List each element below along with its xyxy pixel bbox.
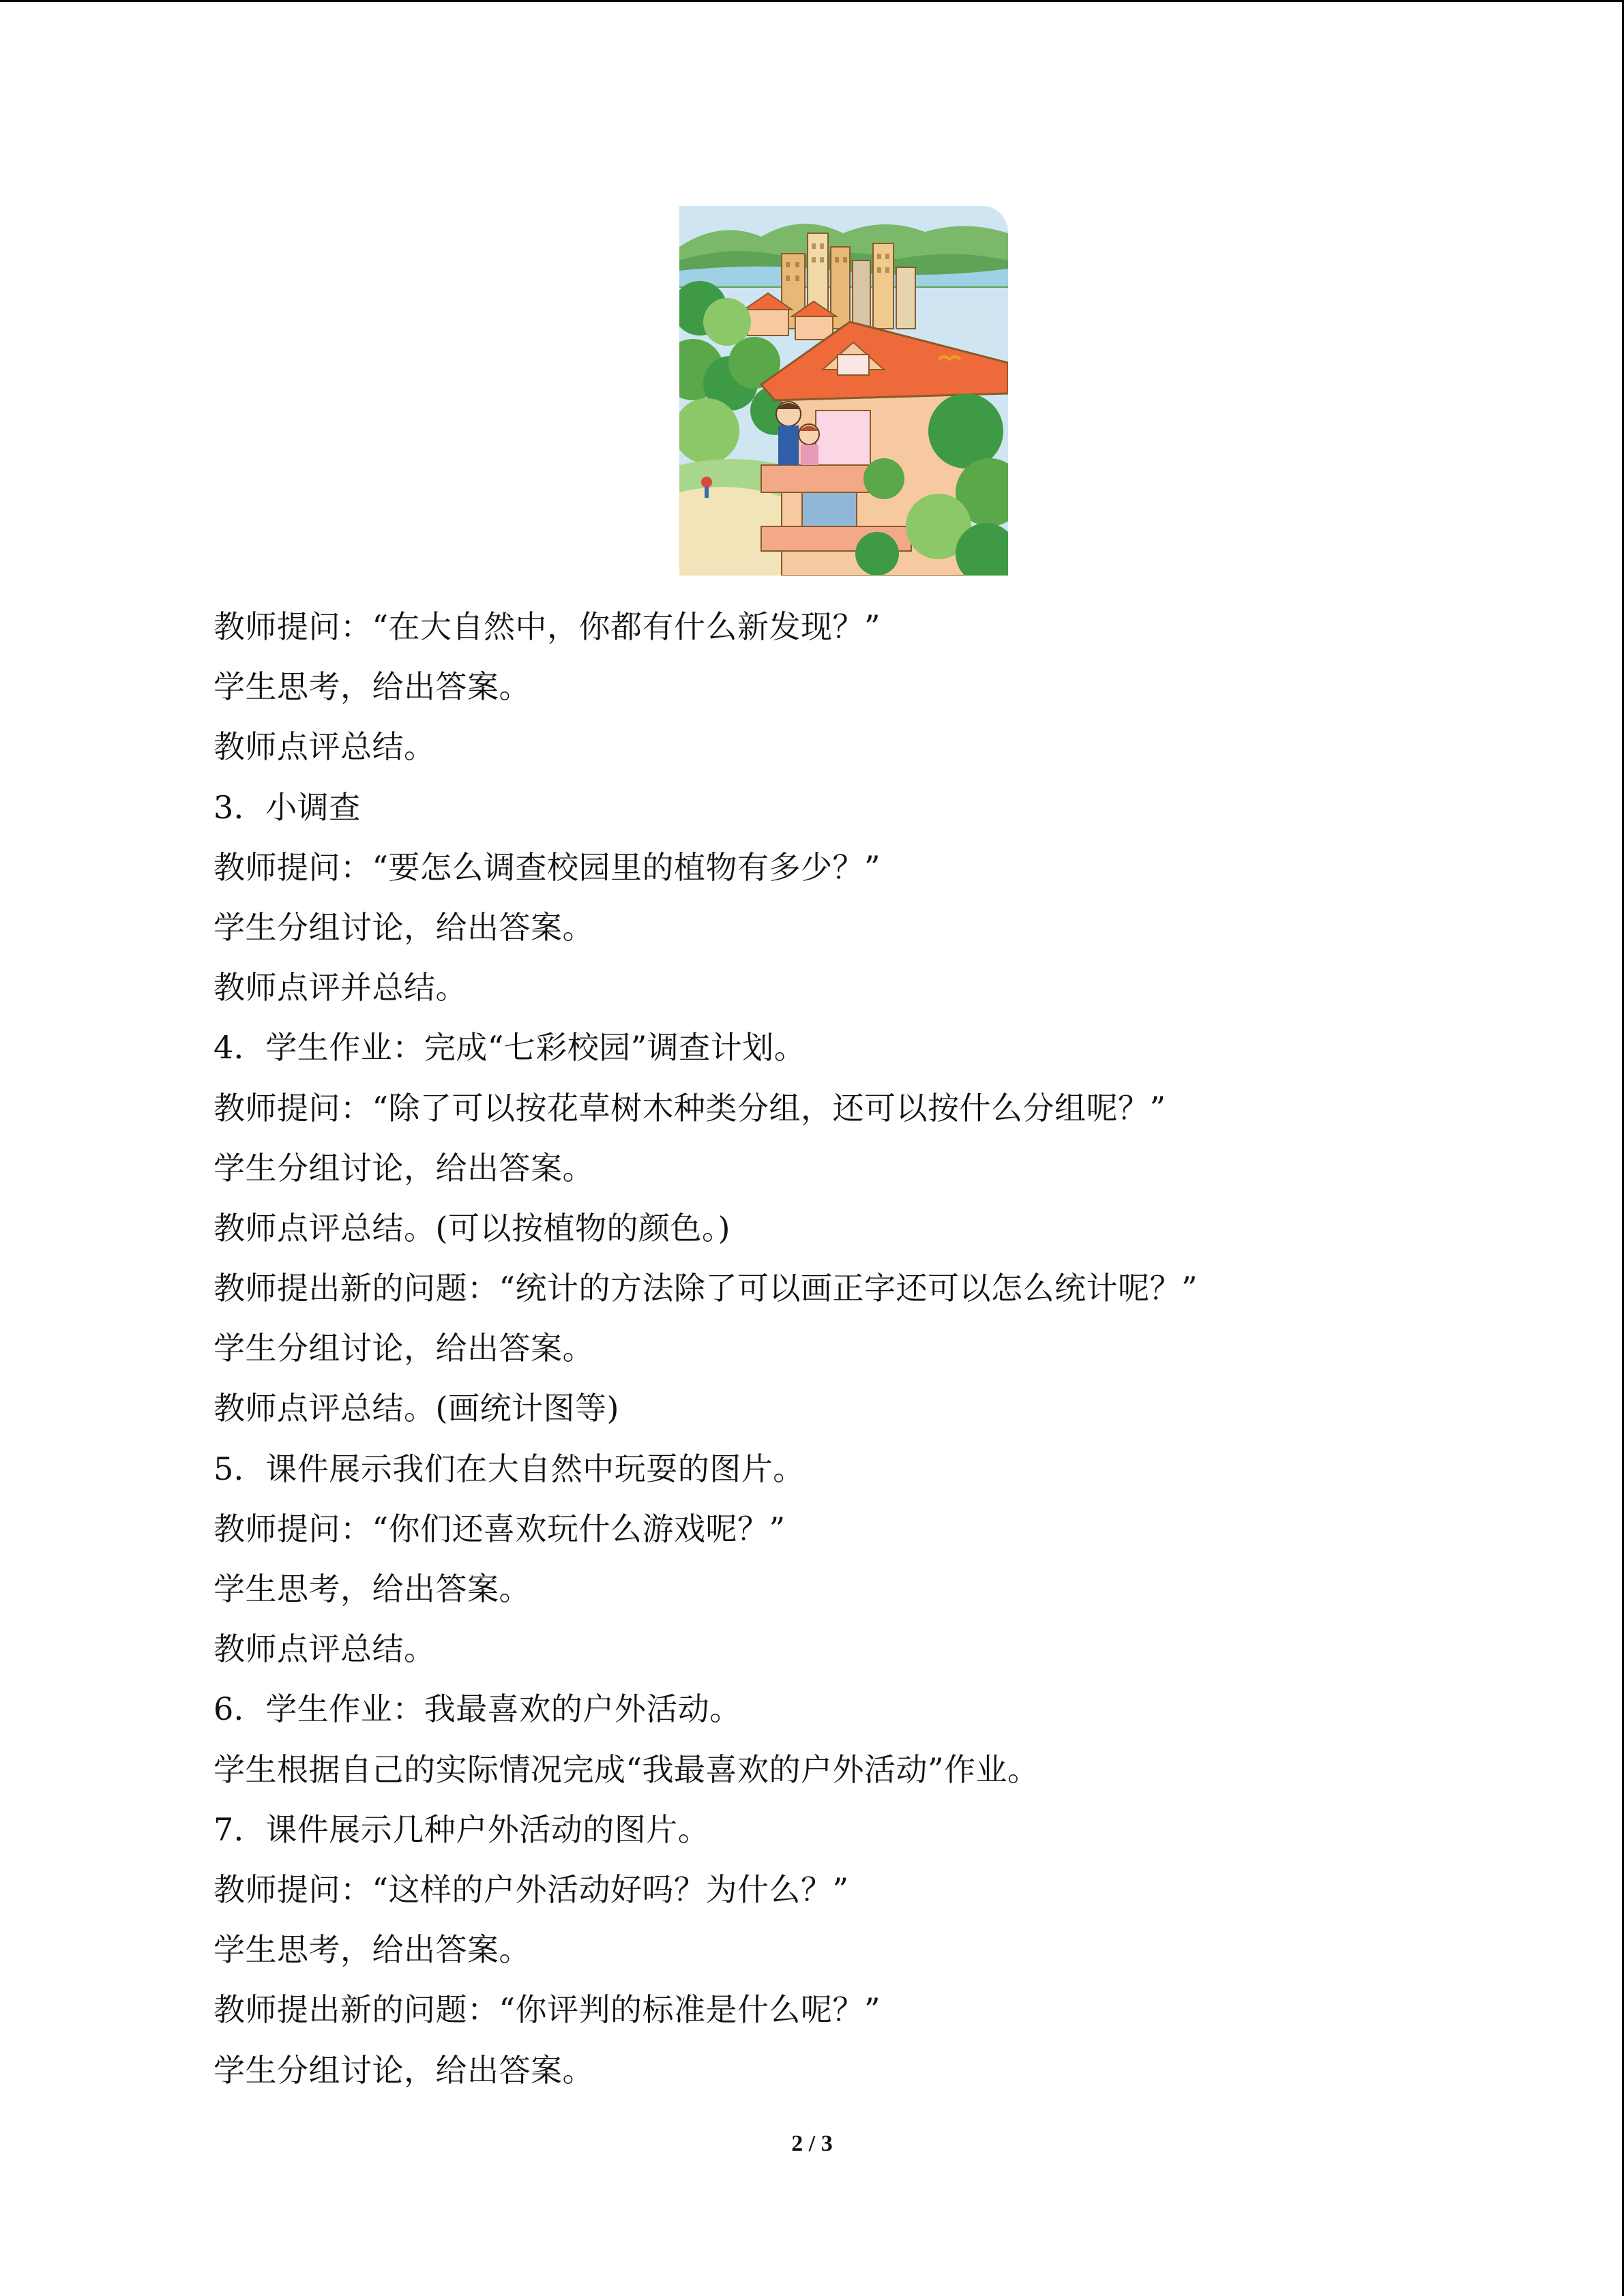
text-line: 教师点评总结。(可以按植物的颜色。) [213, 1209, 730, 1247]
text-line: 教师提出新的问题：“你评判的标准是什么呢？” [213, 1991, 881, 2029]
text-line: 教师点评总结。 [213, 728, 436, 766]
text-line: 教师点评总结。 [213, 1630, 436, 1668]
text-line: 学生分组讨论，给出答案。 [213, 1330, 594, 1367]
section-heading: 6．学生作业：我最喜欢的户外活动。 [213, 1690, 741, 1728]
text-line: 学生根据自己的实际情况完成“我最喜欢的户外活动”作业。 [213, 1750, 1039, 1788]
illustration-svg [679, 206, 1008, 576]
text-line: 教师提问：“要怎么调查校园里的植物有多少？” [213, 848, 881, 886]
section-heading: 3．小调查 [213, 788, 361, 826]
text-line: 学生分组讨论，给出答案。 [213, 1149, 594, 1187]
section-heading: 5．课件展示我们在大自然中玩耍的图片。 [213, 1450, 805, 1487]
text-line: 学生分组讨论，给出答案。 [213, 908, 594, 946]
lesson-text [213, 597, 1441, 2100]
text-line: 教师提问：“在大自然中，你都有什么新发现？” [213, 608, 881, 645]
text-line: 教师提问：“这样的户外活动好吗？为什么？” [213, 1870, 849, 1908]
text-line: 教师提问：“除了可以按花草树木种类分组，还可以按什么分组呢？” [213, 1089, 1166, 1127]
text-line: 教师提出新的问题：“统计的方法除了可以画正字还可以怎么统计呢？” [213, 1270, 1198, 1307]
page-top-border [0, 0, 1624, 2]
text-line: 学生思考，给出答案。 [213, 1931, 531, 1969]
section-heading: 4．学生作业：完成“七彩校园”调查计划。 [213, 1029, 806, 1067]
text-line: 教师提问：“你们还喜欢玩什么游戏呢？” [213, 1510, 786, 1547]
page-number: 2 / 3 [791, 2131, 833, 2156]
text-line: 学生思考，给出答案。 [213, 668, 531, 706]
text-line: 教师点评并总结。 [213, 969, 467, 1007]
text-line: 教师点评总结。(画统计图等) [213, 1390, 619, 1427]
city-nature-balcony-illustration [679, 206, 1008, 576]
section-heading: 7．课件展示几种户外活动的图片。 [213, 1810, 710, 1848]
text-line: 学生思考，给出答案。 [213, 1570, 531, 1607]
text-line: 学生分组讨论，给出答案。 [213, 2051, 594, 2089]
